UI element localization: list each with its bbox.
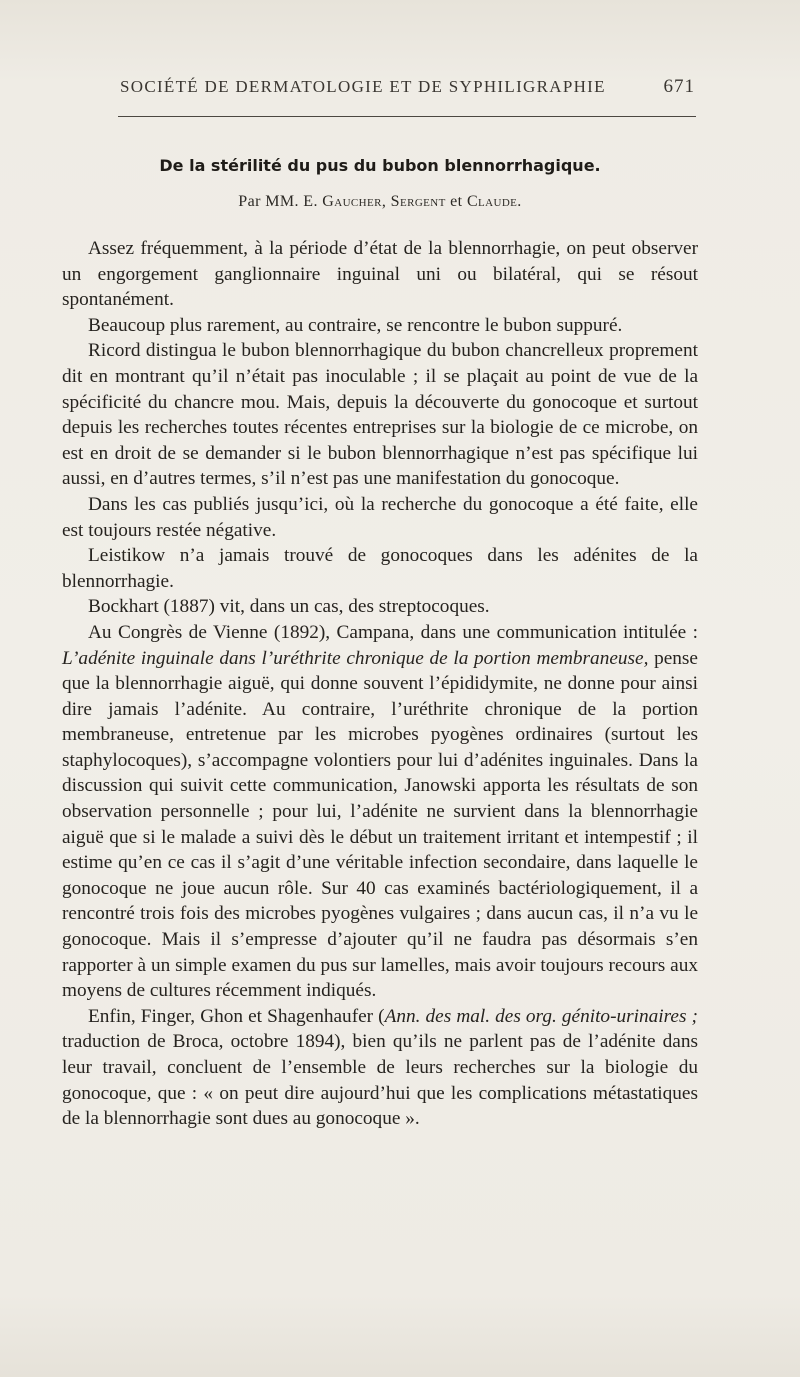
header-rule <box>118 116 696 117</box>
paragraph-8-text-a: Enfin, Finger, Ghon et Shagenhaufer ( <box>88 1005 385 1027</box>
paragraph-7-text-b: pense que la blennorrhagie aiguë, qui donne souvent l’épididymite, ne donne pour ainsi dire jamais l’adénite. Au contraire, l’uréthrite chronique de la portion membraneuse, entretenue par les microbes pyogènes ordinaires (surtout les staphylocoques), s’accompagne volontiers pour lui d’adénites inguinales. Dans la discussion qui suivit cette communication, Janowski apporta les résultats de son observation personnelle ; pour lui, l’adénite ne survient dans la blennorrhagie aiguë que si le malade a suivi dès le début un traitement irritant et intempestif ; il estime qu’en ce cas il s’agit d’une véritable infection secondaire, dans laquelle le gonocoque ne joue aucun rôle. Sur 40 cas examinés bactériologiquement, il a rencontré trois fois des microbes pyogènes vulgaires ; dans aucun cas, il n’a vu le gonocoque. Mais il s’empresse d’ajouter qu’il ne faudra pas désormais s’en rapporter à un simple examen du pus sur lamelles, mais avoir toujours recours aux moyens de cultures récemment indiqués. <box>62 647 698 1002</box>
author-gaucher: Gaucher <box>322 193 382 210</box>
paragraph-5: Leistikow n’a jamais trouvé de gonocoques dans les adénites de la blennorrhagie. <box>62 545 698 592</box>
article-title: De la stérilité du pus du bubon blennorrhagique. <box>159 156 601 175</box>
author-sergent: Sergent <box>390 193 446 210</box>
paragraph-1: Assez fréquemment, à la période d’état de la blennorrhagie, on peut observer un engorgement ganglionnaire inguinal uni ou bilatéral, qui se résout spontanément. <box>62 238 698 311</box>
paragraph-2: Beaucoup plus rarement, au contraire, se rencontre le bubon suppuré. <box>88 314 623 336</box>
paragraph-8 <box>62 1004 698 1132</box>
running-title: SOCIÉTÉ DE DERMATOLOGIE ET DE SYPHILIGRAPHIE <box>120 77 606 96</box>
paragraph-7 <box>62 620 698 1004</box>
authors-line: Par MM. E. Gaucher, Sergent et Claude. <box>238 193 522 210</box>
paragraph-8-italic-citation: Ann. des mal. des org. génito-urinaires ; <box>384 1005 698 1027</box>
paragraph-8-text-b: traduction de Broca, octobre 1894), bien qu’ils ne parlent pas de l’adénite dans leur travail, concluent de l’ensemble de leurs recherches sur la biologie du gonocoque, que : « on peut dire aujourd’hui que les complications métastatiques de la blennorrhagie sont dues au gonocoque ». <box>62 1031 698 1130</box>
running-head <box>120 76 695 98</box>
paragraph-3: Ricord distingua le bubon blennorrhagique du bubon chancrelleux proprement dit en montrant qu’il n’était pas inoculable ; il se plaçait au point de vue de la spécificité du chancre mou. Mais, depuis la découverte du gonocoque et surtout depuis les recherches toutes récentes entreprises sur la biologie de ce microbe, on est en droit de se demander si le bubon blennorrhagique n’est pas spécifique lui aussi, en d’autres termes, s’il n’est pas une manifestation du gonocoque. <box>62 340 698 490</box>
page-number: 671 <box>663 76 695 97</box>
paragraph-7-text-a: Au Congrès de Vienne (1892), Campana, dans une communication intitulée : <box>88 621 698 643</box>
authors-prefix: Par MM. E. <box>238 193 318 210</box>
article-body <box>62 236 698 1132</box>
authors-and: et <box>450 193 463 210</box>
paragraph-7-italic-title: L’adénite inguinale dans l’uréthrite chronique de la portion membraneuse, <box>62 647 649 669</box>
paragraph-6: Bockhart (1887) vit, dans un cas, des streptocoques. <box>88 596 490 618</box>
paragraph-4: Dans les cas publiés jusqu’ici, où la recherche du gonocoque a été faite, elle est toujours restée négative. <box>62 493 698 541</box>
author-claude: Claude <box>466 193 518 210</box>
